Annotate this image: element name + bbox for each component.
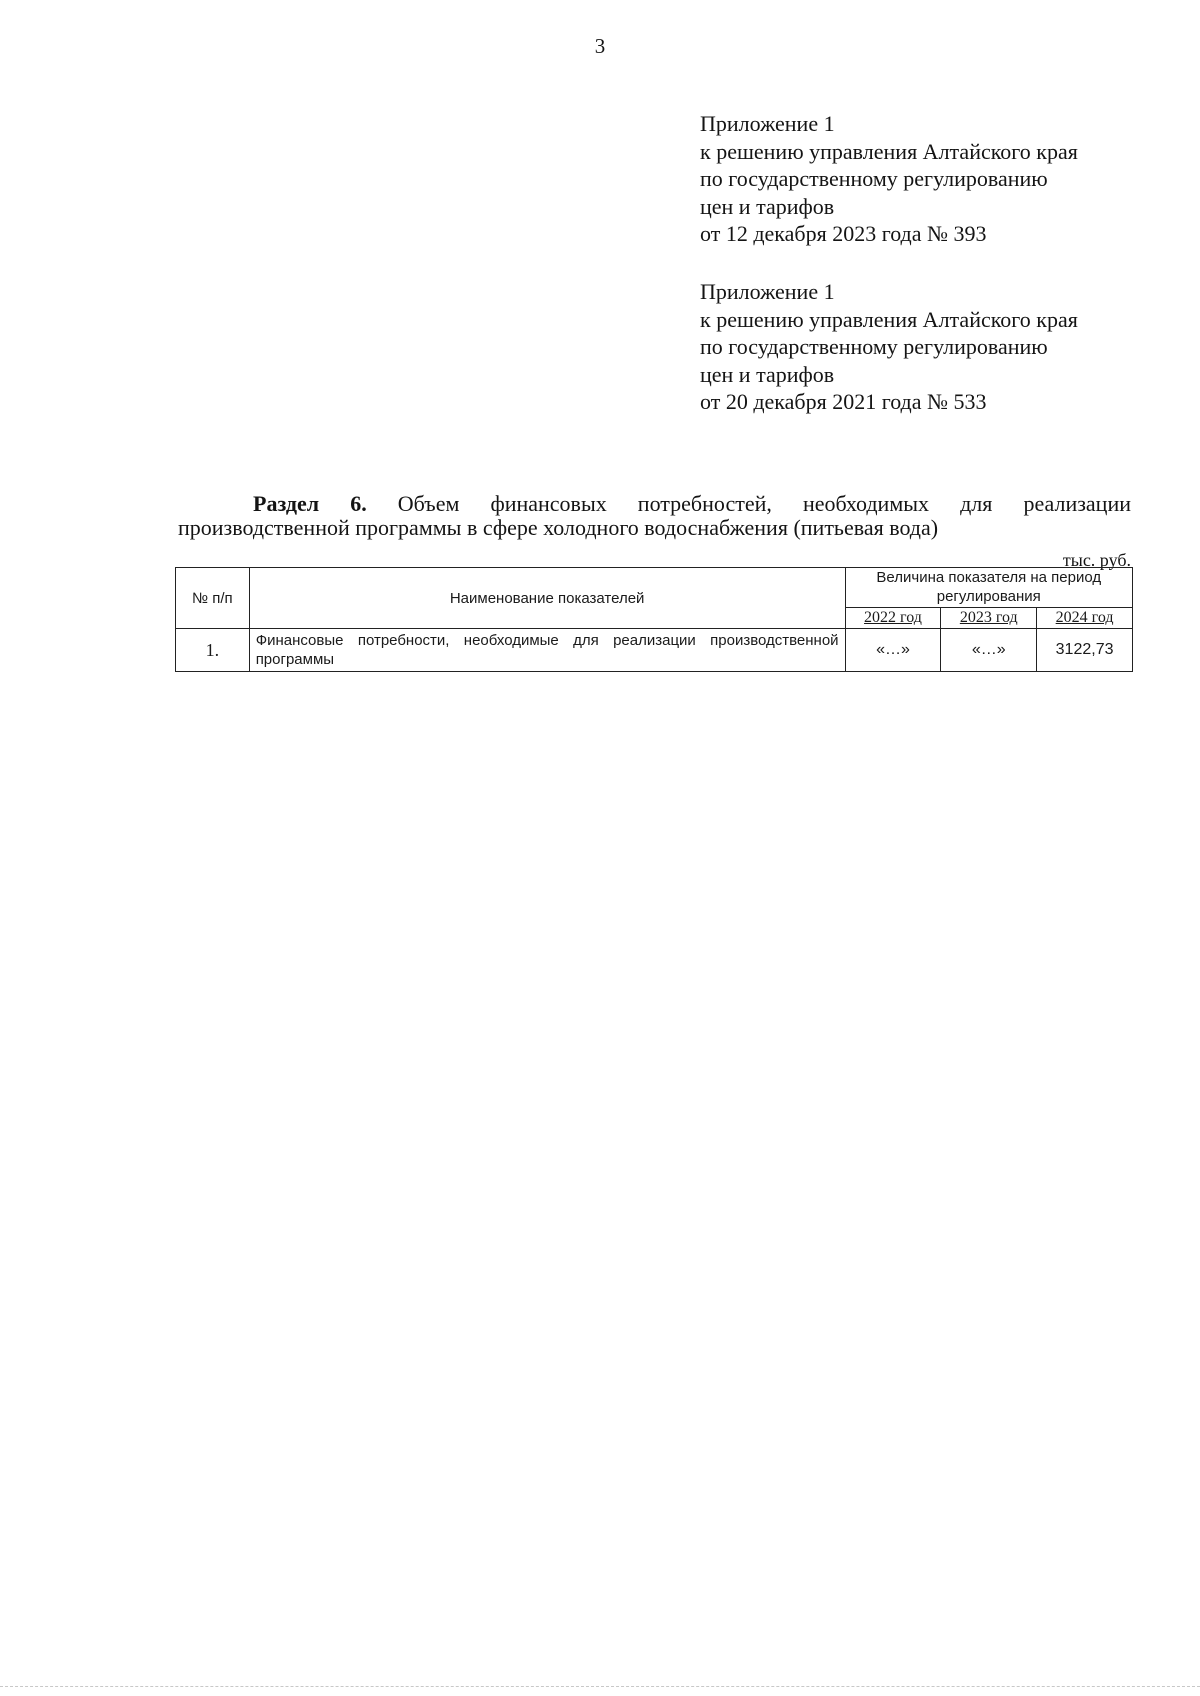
header-year: 2024 год bbox=[1037, 607, 1133, 628]
appendix-line: к решению управления Алтайского края bbox=[700, 306, 1078, 332]
row-indicator-name: Финансовые потребности, необходимые для реализации производственной программы bbox=[249, 629, 845, 672]
header-year: 2023 год bbox=[941, 607, 1037, 628]
appendix-line: цен и тарифов bbox=[700, 193, 835, 219]
appendix-title: Приложение 1 bbox=[700, 111, 835, 136]
appendix-current-note bbox=[700, 110, 1078, 248]
appendix-line: по государственному регулированию bbox=[700, 334, 1048, 359]
section-title-part-2: производственной программы в сфере холодного водоснабжения (питьевая вода) bbox=[178, 515, 939, 540]
table-row bbox=[176, 629, 1133, 672]
appendix-title: Приложение 1 bbox=[700, 279, 835, 304]
row-number: 1. bbox=[176, 629, 250, 672]
header-regulation-period: Величина показателя на период регулирования bbox=[845, 568, 1132, 608]
appendix-date-line: от 12 декабря 2023 года № 393 bbox=[700, 221, 987, 246]
section-heading bbox=[178, 492, 1131, 540]
row-value-2024: 3122,73 bbox=[1037, 629, 1133, 672]
appendix-line: к решению управления Алтайского края bbox=[700, 138, 1078, 164]
section-label: Раздел 6. bbox=[253, 491, 367, 516]
appendix-line: по государственному регулированию bbox=[700, 166, 1048, 191]
scan-edge-divider bbox=[0, 1686, 1200, 1687]
table-unit-label: тыс. руб. bbox=[1062, 550, 1131, 570]
row-value-2022: «…» bbox=[845, 629, 941, 672]
section-heading-line-1 bbox=[178, 492, 1131, 516]
section-title-part-1: Объем финансовых потребностей, необходимых для реализации bbox=[366, 491, 1131, 516]
header-year: 2022 год bbox=[845, 607, 941, 628]
row-value-2023: «…» bbox=[941, 629, 1037, 672]
header-indicator-name: Наименование показателей bbox=[249, 568, 845, 629]
appendix-previous-note bbox=[700, 278, 1078, 416]
appendix-line: цен и тарифов bbox=[700, 361, 835, 387]
page-number: 3 bbox=[594, 34, 606, 58]
financial-needs-table bbox=[175, 567, 1133, 672]
appendix-date-line: от 20 декабря 2021 года № 533 bbox=[700, 389, 987, 414]
header-number: № п/п bbox=[176, 568, 250, 629]
